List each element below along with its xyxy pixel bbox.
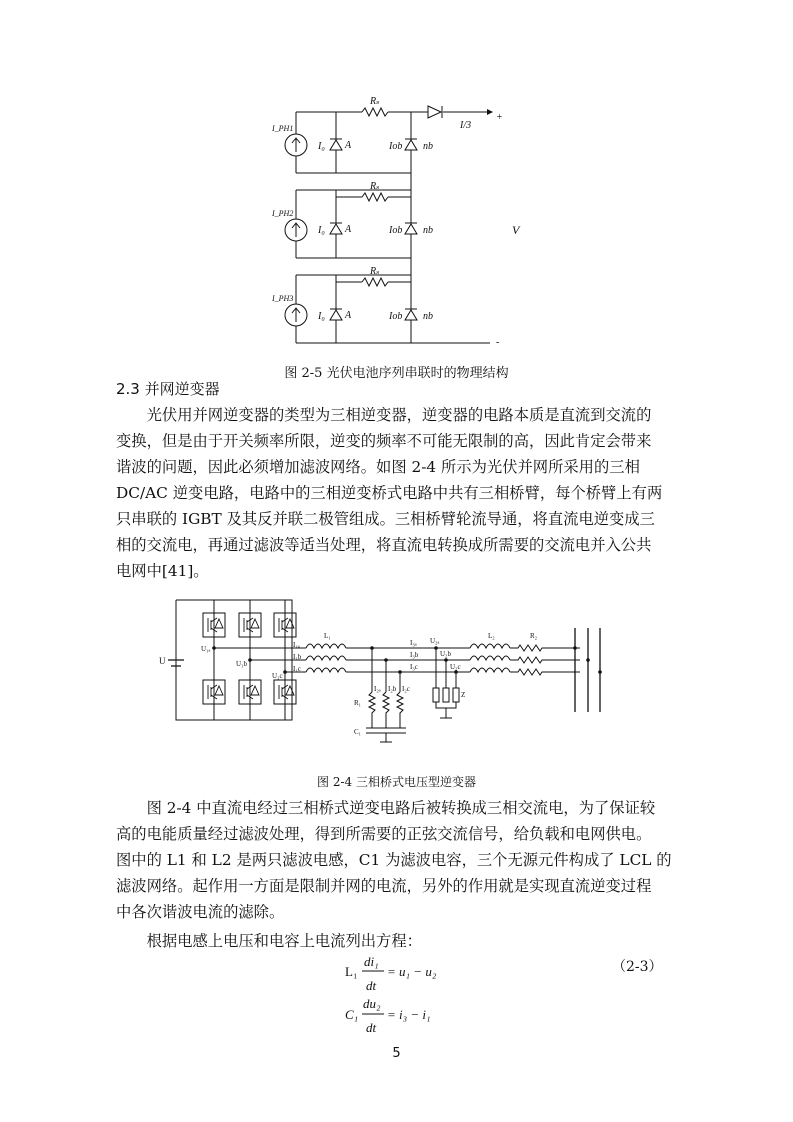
i2c-label: I₂c [402,685,410,693]
minus-label: - [496,337,500,348]
rs-label-1: Rₛ [370,96,380,107]
diode-a-label-1: A [345,140,352,151]
p1-line-4: DC/AC 逆变电路，电路中的三相逆变桥式电路中共有三相桥臂，每个桥臂上有两 [116,484,663,502]
p2-line-1: 图 2-4 中直流电经过三相桥式逆变电路后被转换成三相交流电，为了保证较 [146,799,656,817]
z-label: Z [461,691,466,699]
iph1-label: I_PH1 [272,124,294,133]
u1a-label: U₁ₐ [201,645,211,653]
p1-line-2: 变换，但是由于开关频率所限，逆变的频率不可能无限制的高，因此肯定会带来 [116,432,652,450]
iob-label-2: Iob [389,225,403,236]
r1-label: R₁ [354,699,362,707]
diode-a-label-2: A [345,224,352,235]
i3b-label: I₃b [410,651,419,659]
i3c-label: I₃c [410,663,418,671]
u2a-label: U₂ₐ [430,637,440,645]
iph2-label: I_PH2 [272,209,294,218]
eq2-rhs: = i₃ − i₁ [387,1007,431,1022]
i3a-label: I₃ₐ [410,639,417,647]
nb-label-1: nb [423,141,433,152]
r2-label: R₂ [530,632,538,640]
u1c-label: U₁c [272,672,283,680]
p1-line-1: 光伏用并网逆变器的类型为三相逆变器，逆变器的电路本质是直流到交流的 [146,406,652,424]
l1-label: L₁ [324,632,331,640]
rs-label-2: Rₛ [370,181,380,192]
c1-label: C₁ [354,728,362,736]
figure-2-4-caption: 图 2-4 三相桥式电压型逆变器 [317,775,476,789]
p1-line-3: 谐波的问题，因此必须增加滤波网络。如图 2-4 所示为光伏并网所采用的三相 [116,458,640,476]
eq2-den: dt [366,1020,377,1035]
diode-a-label-3: A [345,310,352,321]
plus-label: + [496,112,503,123]
i0-label-2: I₀ [318,225,325,236]
eq2-num: du₂ [363,996,381,1011]
eq2-coef: C₁ [345,1007,359,1022]
equation-number: （2-3） [612,959,663,975]
rs-label-3: Rₛ [370,266,380,277]
eq1-coef: L₁ [345,964,358,979]
page-number: 5 [392,1046,401,1061]
p1-line-6: 相的交流电，再通过滤波等适当处理，将直流电转换成所需要的交流电并入公共 [116,536,652,554]
nb-label-3: nb [423,311,433,322]
l2-label: L₂ [488,632,495,640]
current-out-label: I/3 [460,120,472,131]
iob-label-1: Iob [389,141,403,152]
paragraph-3: 根据电感上电压和电容上电流列出方程： [146,932,422,950]
i2a-label: I₂ₐ [374,685,381,693]
eq1-rhs: = u₁ − u₂ [387,964,437,979]
p2-line-3: 图中的 L1 和 L2 是两只滤波电感，C1 为滤波电容，三个无源元件构成了 LCL 的 [116,851,672,869]
i0-label-1: I₀ [318,141,325,152]
u2b-label: U₂b [440,650,451,658]
p2-line-5: 中各次谐波电流的滤除。 [116,903,285,921]
u2c-label: U₂c [450,663,461,671]
p2-line-4: 滤波网络。起作用一方面是限制并网的电流，另外的作用就是实现直流逆变过程 [116,877,652,895]
section-heading: 2.3 并网逆变器 [116,380,220,398]
p1-line-5: 只串联的 IGBT 及其反并联二极管组成。三相桥臂轮流导通，将直流电逆变成三 [116,510,655,528]
p1-line-7: 电网中[41]。 [116,562,209,580]
i1c-label: I₁c [293,665,301,673]
iob-label-3: Iob [389,311,403,322]
i2b-label: I₂b [388,685,397,693]
u1b-label: U₁b [236,660,247,668]
figure-2-5-caption: 图 2-5 光伏电池序列串联时的物理结构 [284,366,509,381]
i1b-label: I₁b [293,653,302,661]
i1a-label: I₁ₐ [293,641,300,649]
eq1-den: dt [366,978,377,993]
p2-line-2: 高的电能质量经过滤波处理，得到所需要的正弦交流信号，给负载和电网供电。 [116,825,652,843]
iph3-label: I_PH3 [272,294,294,303]
eq1-num: di₁ [364,954,379,969]
i0-label-3: I₀ [318,311,325,322]
dc-source-label: U [159,656,166,666]
voltage-label: V [512,223,520,237]
nb-label-2: nb [423,225,433,236]
